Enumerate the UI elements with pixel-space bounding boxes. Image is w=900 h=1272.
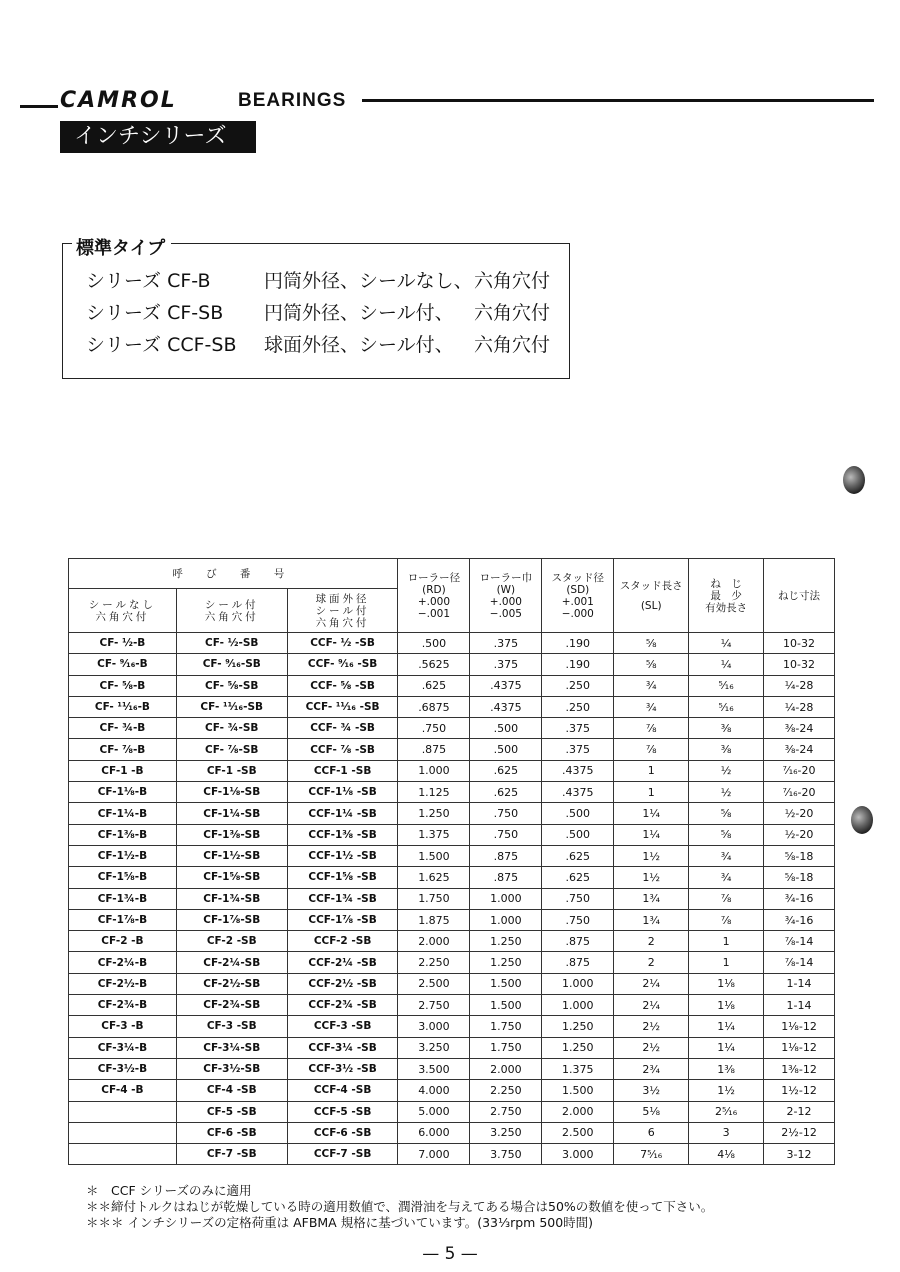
cell-thread-length: 1¼ <box>689 1016 764 1037</box>
cell-ccfsb: CCF-2¾ -SB <box>287 995 398 1016</box>
cell-ccfsb: CCF-3¼ -SB <box>287 1037 398 1058</box>
cell-w: 2.000 <box>470 1058 542 1079</box>
table-row <box>69 888 835 909</box>
table-row <box>69 931 835 952</box>
cell-ccfsb: CCF-2½ -SB <box>287 973 398 994</box>
series-feature: 六角穴付 <box>474 270 551 292</box>
footnote: ＊＊締付トルクはねじが乾燥している時の適用数値で、潤滑油を与えてある場合は50%の数値を使って下さい。 <box>86 1199 714 1214</box>
cell-rd: 7.000 <box>398 1144 470 1165</box>
cell-cfb: CF- ⅝-B <box>69 675 177 696</box>
cell-cfsb: CF-1⅛-SB <box>176 782 287 803</box>
cell-rd: 4.000 <box>398 1080 470 1101</box>
series-feature: 六角穴付 <box>474 302 551 324</box>
cell-cfsb: CF- ⁹⁄₁₆-SB <box>176 654 287 675</box>
table-row <box>69 1122 835 1143</box>
spec-table <box>68 558 835 1165</box>
cell-thread-length: 1½ <box>689 1080 764 1101</box>
cell-ccfsb: CCF-2¼ -SB <box>287 952 398 973</box>
cell-rd: 1.375 <box>398 824 470 845</box>
cell-cfb: CF-1 -B <box>69 760 177 781</box>
cell-cfb <box>69 1101 177 1122</box>
cell-thread: ⁷⁄₁₆-20 <box>764 760 835 781</box>
cell-cfb: CF-4 -B <box>69 1080 177 1101</box>
cell-sl: 2¼ <box>614 973 689 994</box>
cell-w: 1.000 <box>470 888 542 909</box>
cell-w: .625 <box>470 782 542 803</box>
cell-sl: ¾ <box>614 675 689 696</box>
cell-thread: ⅜-24 <box>764 739 835 760</box>
cell-rd: .500 <box>398 633 470 654</box>
cell-ccfsb: CCF- ¾ -SB <box>287 718 398 739</box>
table-row <box>69 696 835 717</box>
cell-sd: .4375 <box>542 760 614 781</box>
cell-thread-length: ¼ <box>689 633 764 654</box>
cell-thread: 10-32 <box>764 654 835 675</box>
col-header-sl: スタッド長さ (SL) <box>614 559 689 633</box>
cell-sd: .375 <box>542 718 614 739</box>
cell-thread-length: ⁵⁄₁₆ <box>689 675 764 696</box>
cell-cfsb: CF-5 -SB <box>176 1101 287 1122</box>
table-row <box>69 633 835 654</box>
table-row <box>69 995 835 1016</box>
cell-sl: ⅝ <box>614 633 689 654</box>
col-header-sd: スタッド径 (SD) +.001 −.000 <box>542 559 614 633</box>
cell-thread: 1⅜-12 <box>764 1058 835 1079</box>
cell-sl: ⅞ <box>614 718 689 739</box>
cell-w: 1.250 <box>470 952 542 973</box>
cell-thread: ¼-28 <box>764 696 835 717</box>
cell-ccfsb: CCF-4 -SB <box>287 1080 398 1101</box>
cell-cfsb: CF-1⅝-SB <box>176 867 287 888</box>
cell-thread: 1½-12 <box>764 1080 835 1101</box>
cell-sd: 2.500 <box>542 1122 614 1143</box>
cell-ccfsb: CCF- ¹¹⁄₁₆ -SB <box>287 696 398 717</box>
cell-w: .4375 <box>470 696 542 717</box>
cell-sd: 2.000 <box>542 1101 614 1122</box>
cell-thread: 2½-12 <box>764 1122 835 1143</box>
cell-sl: 2 <box>614 952 689 973</box>
brand-suffix: BEARINGS <box>238 90 347 111</box>
cell-thread-length: ½ <box>689 760 764 781</box>
table-row <box>69 1144 835 1165</box>
cell-thread: 1⅛-12 <box>764 1016 835 1037</box>
cell-thread-length: 4⅛ <box>689 1144 764 1165</box>
header-rule-right <box>362 99 874 102</box>
series-code: シリーズ CCF-SB <box>86 334 237 356</box>
cell-sd: .500 <box>542 803 614 824</box>
cell-rd: 1.000 <box>398 760 470 781</box>
cell-cfb: CF- ¹¹⁄₁₆-B <box>69 696 177 717</box>
cell-rd: 3.250 <box>398 1037 470 1058</box>
cell-w: .4375 <box>470 675 542 696</box>
cell-w: .750 <box>470 824 542 845</box>
cell-sl: 2½ <box>614 1016 689 1037</box>
cell-rd: 2.750 <box>398 995 470 1016</box>
cell-sd: .750 <box>542 909 614 930</box>
cell-thread-length: 1⅛ <box>689 973 764 994</box>
cell-ccfsb: CCF-2 -SB <box>287 931 398 952</box>
binder-hole-mark <box>843 466 865 494</box>
cell-cfb: CF-2¾-B <box>69 995 177 1016</box>
cell-thread: ½-20 <box>764 803 835 824</box>
cell-w: 1.500 <box>470 973 542 994</box>
cell-ccfsb: CCF-7 -SB <box>287 1144 398 1165</box>
cell-w: 1.500 <box>470 995 542 1016</box>
standard-type-title: 標準タイプ <box>72 234 171 260</box>
cell-cfb: CF-3½-B <box>69 1058 177 1079</box>
cell-sd: 1.500 <box>542 1080 614 1101</box>
cell-cfsb: CF- ⅞-SB <box>176 739 287 760</box>
cell-cfsb: CF-6 -SB <box>176 1122 287 1143</box>
cell-rd: 3.500 <box>398 1058 470 1079</box>
cell-ccfsb: CCF-1½ -SB <box>287 845 398 866</box>
cell-cfsb: CF-1¼-SB <box>176 803 287 824</box>
cell-thread-length: 2⁵⁄₁₆ <box>689 1101 764 1122</box>
cell-cfb: CF-1⅛-B <box>69 782 177 803</box>
cell-sd: .500 <box>542 824 614 845</box>
cell-ccfsb: CCF-1 -SB <box>287 760 398 781</box>
table-row <box>69 760 835 781</box>
brand-logo: CAMROL <box>60 88 177 113</box>
cell-w: 1.750 <box>470 1016 542 1037</box>
cell-cfb: CF-2¼-B <box>69 952 177 973</box>
table-row <box>69 973 835 994</box>
cell-sl: 5⅛ <box>614 1101 689 1122</box>
cell-rd: 6.000 <box>398 1122 470 1143</box>
col-header-thread: ねじ寸法 <box>764 559 835 633</box>
cell-cfsb: CF- ½-SB <box>176 633 287 654</box>
col-header-cfb: シールなし 六角穴付 <box>69 589 177 633</box>
cell-cfsb: CF- ¾-SB <box>176 718 287 739</box>
cell-thread: ⅜-24 <box>764 718 835 739</box>
table-row <box>69 1080 835 1101</box>
cell-w: .375 <box>470 654 542 675</box>
cell-sl: ⅝ <box>614 654 689 675</box>
cell-cfsb: CF-4 -SB <box>176 1080 287 1101</box>
cell-w: 1.250 <box>470 931 542 952</box>
cell-cfb <box>69 1144 177 1165</box>
cell-ccfsb: CCF-3 -SB <box>287 1016 398 1037</box>
cell-thread: 2-12 <box>764 1101 835 1122</box>
cell-thread-length: 1⅜ <box>689 1058 764 1079</box>
cell-thread: ⅞-14 <box>764 931 835 952</box>
cell-sd: .875 <box>542 952 614 973</box>
cell-sd: .250 <box>542 675 614 696</box>
cell-ccfsb: CCF- ½ -SB <box>287 633 398 654</box>
col-header-rd: ローラー径 (RD) +.000 −.001 <box>398 559 470 633</box>
cell-sl: 1¼ <box>614 824 689 845</box>
page-number: — 5 — <box>422 1244 478 1264</box>
cell-cfsb: CF-2¾-SB <box>176 995 287 1016</box>
cell-cfb: CF- ¾-B <box>69 718 177 739</box>
cell-sd: .875 <box>542 931 614 952</box>
header-rule-left <box>20 105 58 108</box>
cell-cfsb: CF-1¾-SB <box>176 888 287 909</box>
cell-sd: .190 <box>542 654 614 675</box>
cell-sd: .4375 <box>542 782 614 803</box>
cell-rd: 1.750 <box>398 888 470 909</box>
cell-cfb: CF- ⁹⁄₁₆-B <box>69 654 177 675</box>
cell-ccfsb: CCF-6 -SB <box>287 1122 398 1143</box>
cell-cfsb: CF-2½-SB <box>176 973 287 994</box>
footnote: ＊＊＊ インチシリーズの定格荷重は AFBMA 規格に基づいています。(33⅓rpm 500時間) <box>86 1215 594 1230</box>
cell-sl: 1½ <box>614 845 689 866</box>
col-header-w: ローラー巾 (W) +.000 −.005 <box>470 559 542 633</box>
cell-sd: .375 <box>542 739 614 760</box>
cell-rd: .6875 <box>398 696 470 717</box>
table-row <box>69 824 835 845</box>
cell-w: .875 <box>470 845 542 866</box>
cell-cfsb: CF-1⅞-SB <box>176 909 287 930</box>
cell-ccfsb: CCF- ⁹⁄₁₆ -SB <box>287 654 398 675</box>
series-code: シリーズ CF-B <box>86 270 211 292</box>
cell-thread-length: 1⅛ <box>689 995 764 1016</box>
cell-thread-length: 1 <box>689 952 764 973</box>
standard-row <box>86 298 550 325</box>
cell-sl: 3½ <box>614 1080 689 1101</box>
cell-rd: .625 <box>398 675 470 696</box>
cell-w: 3.750 <box>470 1144 542 1165</box>
cell-thread-length: ⅜ <box>689 739 764 760</box>
cell-sl: 6 <box>614 1122 689 1143</box>
cell-cfsb: CF-1⅜-SB <box>176 824 287 845</box>
cell-thread: ⁷⁄₁₆-20 <box>764 782 835 803</box>
cell-w: 2.250 <box>470 1080 542 1101</box>
table-row <box>69 1016 835 1037</box>
table-row <box>69 1058 835 1079</box>
table-row <box>69 952 835 973</box>
cell-thread: 1-14 <box>764 973 835 994</box>
cell-thread: ⅞-14 <box>764 952 835 973</box>
series-desc: 円筒外径、シール付、 <box>264 302 454 324</box>
table-row <box>69 845 835 866</box>
cell-sl: 1 <box>614 760 689 781</box>
cell-ccfsb: CCF-1⅛ -SB <box>287 782 398 803</box>
cell-sl: 1¾ <box>614 909 689 930</box>
cell-w: .625 <box>470 760 542 781</box>
table-row <box>69 654 835 675</box>
cell-thread: 10-32 <box>764 633 835 654</box>
cell-thread: 1-14 <box>764 995 835 1016</box>
cell-thread: ½-20 <box>764 824 835 845</box>
spec-table-body <box>69 633 835 1165</box>
cell-cfb: CF-1¼-B <box>69 803 177 824</box>
cell-cfb: CF-3 -B <box>69 1016 177 1037</box>
cell-sd: 1.000 <box>542 995 614 1016</box>
cell-w: 3.250 <box>470 1122 542 1143</box>
cell-sl: 2 <box>614 931 689 952</box>
cell-sl: 1 <box>614 782 689 803</box>
cell-cfsb: CF-7 -SB <box>176 1144 287 1165</box>
table-row <box>69 867 835 888</box>
cell-cfb: CF-1⅜-B <box>69 824 177 845</box>
cell-thread-length: ⅝ <box>689 824 764 845</box>
col-header-cfsb: シール付 六角穴付 <box>176 589 287 633</box>
cell-cfb: CF-1½-B <box>69 845 177 866</box>
cell-w: .750 <box>470 803 542 824</box>
cell-cfb: CF- ⅞-B <box>69 739 177 760</box>
cell-ccfsb: CCF- ⅝ -SB <box>287 675 398 696</box>
cell-ccfsb: CCF-1⅜ -SB <box>287 824 398 845</box>
table-row <box>69 739 835 760</box>
table-row <box>69 1037 835 1058</box>
cell-ccfsb: CCF-1⅝ -SB <box>287 867 398 888</box>
col-header-ccfsb: 球面外径 シール付 六角穴付 <box>287 589 398 633</box>
cell-sl: 1½ <box>614 867 689 888</box>
cell-cfsb: CF-2¼-SB <box>176 952 287 973</box>
cell-rd: 2.500 <box>398 973 470 994</box>
cell-cfsb: CF- ⅝-SB <box>176 675 287 696</box>
col-header-thread-length: ね じ 最 少 有効長さ <box>689 559 764 633</box>
cell-cfb: CF-1⅝-B <box>69 867 177 888</box>
standard-row <box>86 330 550 357</box>
cell-rd: 5.000 <box>398 1101 470 1122</box>
cell-rd: 2.000 <box>398 931 470 952</box>
cell-sl: 1¾ <box>614 888 689 909</box>
cell-thread-length: ⅞ <box>689 909 764 930</box>
table-row <box>69 1101 835 1122</box>
table-row <box>69 718 835 739</box>
cell-sl: 7⁵⁄₁₆ <box>614 1144 689 1165</box>
cell-w: .500 <box>470 739 542 760</box>
cell-ccfsb: CCF-5 -SB <box>287 1101 398 1122</box>
cell-rd: 1.125 <box>398 782 470 803</box>
cell-cfb: CF-1⅞-B <box>69 909 177 930</box>
cell-sd: .625 <box>542 845 614 866</box>
series-desc: 球面外径、シール付、 <box>264 334 454 356</box>
cell-cfb <box>69 1122 177 1143</box>
series-code: シリーズ CF-SB <box>86 302 224 324</box>
cell-thread: ⅝-18 <box>764 867 835 888</box>
footnotes <box>86 1183 713 1231</box>
cell-sl: 1¼ <box>614 803 689 824</box>
cell-sd: 1.000 <box>542 973 614 994</box>
cell-sl: 2½ <box>614 1037 689 1058</box>
cell-thread-length: 1 <box>689 931 764 952</box>
cell-sd: 1.375 <box>542 1058 614 1079</box>
cell-ccfsb: CCF-1⅞ -SB <box>287 909 398 930</box>
cell-thread-length: ⅜ <box>689 718 764 739</box>
cell-rd: .875 <box>398 739 470 760</box>
cell-thread: 3-12 <box>764 1144 835 1165</box>
cell-cfsb: CF-2 -SB <box>176 931 287 952</box>
cell-thread-length: ⅞ <box>689 888 764 909</box>
cell-ccfsb: CCF- ⅞ -SB <box>287 739 398 760</box>
cell-thread-length: ⁵⁄₁₆ <box>689 696 764 717</box>
cell-thread: ¼-28 <box>764 675 835 696</box>
cell-rd: 1.875 <box>398 909 470 930</box>
cell-cfsb: CF-1½-SB <box>176 845 287 866</box>
cell-thread-length: ¾ <box>689 845 764 866</box>
cell-sd: .250 <box>542 696 614 717</box>
cell-cfb: CF-3¼-B <box>69 1037 177 1058</box>
cell-rd: 1.625 <box>398 867 470 888</box>
cell-sd: .625 <box>542 867 614 888</box>
cell-thread: ¾-16 <box>764 909 835 930</box>
cell-cfb: CF-1¾-B <box>69 888 177 909</box>
cell-thread: ¾-16 <box>764 888 835 909</box>
cell-w: 1.750 <box>470 1037 542 1058</box>
cell-ccfsb: CCF-3½ -SB <box>287 1058 398 1079</box>
cell-sl: ¾ <box>614 696 689 717</box>
cell-thread-length: ¾ <box>689 867 764 888</box>
cell-rd: .5625 <box>398 654 470 675</box>
cell-sd: .190 <box>542 633 614 654</box>
cell-thread-length: ¼ <box>689 654 764 675</box>
cell-cfsb: CF- ¹¹⁄₁₆-SB <box>176 696 287 717</box>
cell-cfb: CF-2½-B <box>69 973 177 994</box>
table-row <box>69 782 835 803</box>
cell-thread: 1⅛-12 <box>764 1037 835 1058</box>
cell-cfsb: CF-3½-SB <box>176 1058 287 1079</box>
cell-cfsb: CF-3 -SB <box>176 1016 287 1037</box>
cell-thread: ⅝-18 <box>764 845 835 866</box>
cell-thread-length: ⅝ <box>689 803 764 824</box>
cell-w: .875 <box>470 867 542 888</box>
cell-sl: 2¼ <box>614 995 689 1016</box>
cell-sd: 1.250 <box>542 1037 614 1058</box>
series-badge: インチシリーズ <box>60 121 256 153</box>
group-header: 呼 び 番 号 <box>69 559 398 589</box>
cell-rd: 3.000 <box>398 1016 470 1037</box>
cell-ccfsb: CCF-1¾ -SB <box>287 888 398 909</box>
cell-cfsb: CF-3¼-SB <box>176 1037 287 1058</box>
cell-sl: 2¾ <box>614 1058 689 1079</box>
cell-thread-length: 3 <box>689 1122 764 1143</box>
cell-thread-length: ½ <box>689 782 764 803</box>
cell-rd: 2.250 <box>398 952 470 973</box>
cell-rd: .750 <box>398 718 470 739</box>
cell-sl: ⅞ <box>614 739 689 760</box>
cell-w: 2.750 <box>470 1101 542 1122</box>
cell-sd: 1.250 <box>542 1016 614 1037</box>
cell-thread-length: 1¼ <box>689 1037 764 1058</box>
footnote: ＊ CCF シリーズのみに適用 <box>86 1183 252 1198</box>
cell-w: .500 <box>470 718 542 739</box>
cell-cfsb: CF-1 -SB <box>176 760 287 781</box>
table-row <box>69 909 835 930</box>
cell-cfb: CF- ½-B <box>69 633 177 654</box>
table-row <box>69 675 835 696</box>
cell-cfb: CF-2 -B <box>69 931 177 952</box>
series-desc: 円筒外径、シールなし、 <box>264 270 473 292</box>
binder-hole-mark <box>851 806 873 834</box>
cell-sd: .750 <box>542 888 614 909</box>
cell-rd: 1.500 <box>398 845 470 866</box>
series-feature: 六角穴付 <box>474 334 551 356</box>
standard-row <box>86 266 550 293</box>
cell-w: 1.000 <box>470 909 542 930</box>
cell-rd: 1.250 <box>398 803 470 824</box>
cell-sd: 3.000 <box>542 1144 614 1165</box>
cell-w: .375 <box>470 633 542 654</box>
table-row <box>69 803 835 824</box>
cell-ccfsb: CCF-1¼ -SB <box>287 803 398 824</box>
